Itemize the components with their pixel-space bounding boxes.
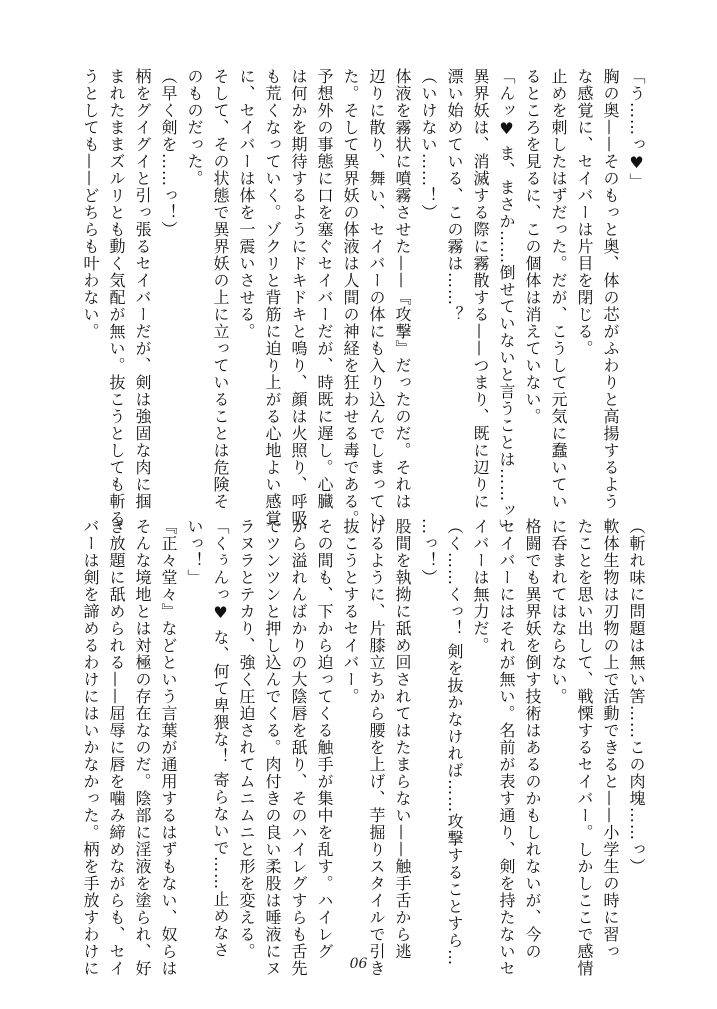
text-line: た。そして異界妖の体液は人間の神経を狂わせる毒である。 xyxy=(341,68,360,527)
text-line: は何かを期待するようにドキドキと鳴り、顔は火照り、呼吸 xyxy=(289,68,308,527)
text-line: に呑まれてはならない。 xyxy=(549,518,568,705)
text-line: でツンツンと押し込んでくる。肉付きの良い柔股は唾液にヌ xyxy=(263,518,282,977)
text-line: 股間を執拗に舐め回されてはたまらない——触手舌から逃 xyxy=(393,518,412,960)
text-line: き放題に舐められる——屈辱に唇を噛み締めながらも、セイ xyxy=(107,518,126,977)
text-line: イバーは無力だ。 xyxy=(471,518,490,654)
text-line: バーは剣を諦めるわけにはいかなかった。柄を手放すわけに xyxy=(81,518,100,977)
text-line: 「う……っ♥」 xyxy=(627,68,646,190)
text-line: のものだった。 xyxy=(185,68,204,187)
text-line: （早く剣を……っ！） xyxy=(159,68,178,238)
text-line: たことを思い出して、戦慄するセイバー。しかしここで感情 xyxy=(575,518,594,977)
upper-text-block xyxy=(77,68,649,537)
text-line: まれたままズルリとも動く気配が無い。抜こうとしても斬ろ xyxy=(107,68,126,527)
text-line: るところを見るに、この個体は消えていない。 xyxy=(523,68,542,425)
text-line: 「くぅんっ♥ な、何て卑猥な！ 寄らないで……止めなさ xyxy=(211,518,230,959)
text-line: その間も、下から迫ってくる触手が集中を乱す。ハイレグ xyxy=(315,518,334,960)
text-line: （いけない……！） xyxy=(419,68,438,221)
text-line: （く……くっ！ 剣を抜かなければ……攻撃することすら… xyxy=(445,518,464,967)
text-line: ラヌラとテカり、強く圧迫されてムニムニと形を変える。 xyxy=(237,518,256,960)
text-line: 柄をグイグイと引っ張るセイバーだが、剣は強固な肉に掴 xyxy=(133,68,152,510)
text-line: 胸の奥——そのもっと奥、体の芯がふわりと高揚するよう xyxy=(601,68,620,510)
text-line: 異界妖は、消滅する際に霧散する——つまり、既に辺りに xyxy=(471,68,490,510)
page-number: 06 xyxy=(349,956,368,972)
text-line: 『正々堂々』などという言葉が通用するはずもない、奴らは xyxy=(159,518,178,977)
text-line: げるように、片膝立ちから腰を上げ、芋掘りスタイルで引き xyxy=(367,518,386,977)
text-line: 軟体生物は刃物の上で活動できると——小学生の時に習っ xyxy=(601,518,620,960)
text-line: いっ！」 xyxy=(185,518,204,586)
text-line: 格闘でも異界妖を倒す技術はあるのかもしれないが、今の xyxy=(523,518,542,960)
text-line: から溢れんばかりの大陰唇を舐り、そのハイレグすらも舌先 xyxy=(289,518,308,977)
text-line: 抜こうとするセイバー。 xyxy=(341,518,360,705)
text-line: そして、その状態で異界妖の上に立っていることは危険そ xyxy=(211,68,230,510)
text-line: …っ！） xyxy=(419,518,438,586)
text-line: 体液を霧状に噴霧させた——『攻撃』だったのだ。それは xyxy=(393,68,412,510)
text-line: 止めを刺したはずだった。だが、こうして元気に蠢いてい xyxy=(549,68,568,510)
text-line: 「んッ♥ ま、まさか……倒せていないと言うことは……ッ」 xyxy=(497,68,516,537)
text-line: も荒くなっていく。ゾクリと背筋に迫り上がる心地よい感覚 xyxy=(263,68,282,527)
text-line: 漂い始めている、この霧は……？ xyxy=(445,68,464,323)
text-line: に、セイバーは体を一震いさせる。 xyxy=(237,68,256,340)
text-line: 辺りに散り、舞い、セイバーの体にも入り込んでしまってい xyxy=(367,68,386,527)
text-line: うとしても——どちらも叶わない。 xyxy=(81,68,100,340)
text-line: な感覚に、セイバーは片目を閉じる。 xyxy=(575,68,594,357)
text-line: セイバーにはそれが無い。名前が表す通り、剣を持たないセ xyxy=(497,518,516,977)
text-line: そんな境地とは対極の存在なのだ。陰部に淫液を塗られ、好 xyxy=(133,518,152,977)
text-line: 予想外の事態に口を塞ぐセイバーだが、時既に遅し。心臓 xyxy=(315,68,334,510)
text-line: （斬れ味に問題は無い筈……この肉塊……っ） xyxy=(627,518,646,875)
